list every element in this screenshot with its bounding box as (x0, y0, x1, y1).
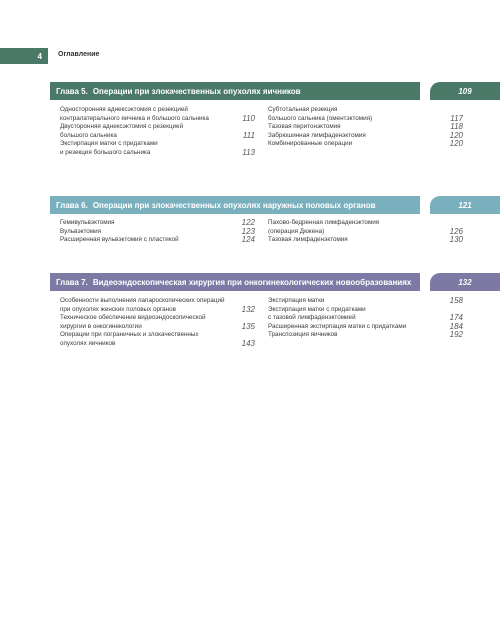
toc-entry[interactable] (60, 140, 255, 157)
toc-entry-title: Тазовая лимфаденэктомия (268, 236, 348, 244)
page-number-tab (0, 48, 48, 64)
toc-entry-page: 132 (241, 304, 255, 314)
toc-column-right (268, 297, 463, 340)
chapter-page-number: 121 (430, 196, 500, 214)
toc-entry-title: Гемивульвэктомия (60, 219, 115, 226)
toc-entry[interactable] (268, 219, 463, 236)
toc-entry-page: 130 (449, 235, 463, 245)
toc-entry-page: 122 (241, 218, 255, 227)
toc-entry-title: Расширенная экстирпация матки с придатками (268, 322, 407, 330)
toc-entry[interactable] (268, 297, 463, 306)
toc-entry[interactable] (268, 236, 463, 245)
toc-entry-title: Вульвэктомия (60, 227, 102, 235)
toc-entry-page: 126 (449, 226, 463, 236)
toc-entry-title: Расширенная вульвэктомия с пластикой (60, 236, 179, 244)
toc-entry[interactable] (268, 306, 463, 323)
toc-entry[interactable] (60, 236, 255, 245)
chapter-label: Глава 6. (56, 200, 88, 210)
toc-entry-page: 135 (241, 321, 255, 331)
toc-entry-page: 110 (242, 113, 255, 123)
chapter-label: Глава 5. (56, 86, 88, 96)
toc-entry-title: Экстирпация матки с придатками с тазовой лимфаденэктомией (268, 305, 366, 322)
chapter-header[interactable] (0, 82, 500, 100)
chapter-page-number: 132 (430, 273, 500, 291)
toc-entry-title: Односторонняя аднексэктомия с резекцией контралатерального яичника и большого сальника (60, 106, 209, 122)
chapter-title: Операции при злокачественных опухолях наружных половых органов (92, 200, 376, 210)
chapter-label: Глава 7. (56, 277, 88, 287)
chapter-title-bar (50, 82, 420, 100)
toc-entry[interactable] (60, 314, 255, 331)
toc-entry[interactable] (268, 323, 463, 332)
chapter-title: Видеоэндоскопическая хирургия при онкогинекологических новообразованиях (92, 277, 412, 287)
toc-entry-page: 192 (449, 330, 463, 340)
toc-column-left (60, 297, 255, 349)
toc-entry-title: Экстирпация матки с придатками и резекция большого сальника (60, 140, 158, 156)
toc-column-left (60, 219, 255, 245)
toc-entry[interactable] (60, 297, 255, 314)
toc-entry-title: Техническое обеспечение видеоэндоскопической хирургии в онкогинекологии (60, 314, 206, 330)
toc-entry-page: 123 (241, 226, 255, 236)
toc-entry-title: Транспозиция яичников (268, 331, 338, 339)
chapter-header[interactable] (0, 273, 500, 291)
toc-entry-title: Экстирпация матки (268, 297, 325, 304)
toc-entry[interactable] (268, 123, 463, 132)
toc-entry-page: 143 (241, 338, 255, 348)
toc-entry[interactable] (60, 228, 255, 237)
toc-entry-page: 117 (450, 113, 463, 123)
toc-entry-page: 111 (242, 130, 255, 140)
chapter-title: Операции при злокачественных опухолях яичников (92, 86, 301, 96)
toc-entry-page: 118 (450, 122, 463, 132)
chapter-title-bar (50, 196, 420, 214)
chapter-page-number: 109 (430, 82, 500, 100)
toc-entry[interactable] (60, 331, 255, 348)
toc-column-right (268, 219, 463, 245)
toc-entry-title: Забрюшинная лимфаденэктомия (268, 131, 366, 139)
toc-column-left (60, 106, 255, 158)
toc-entry-title: Двусторонняя аднексэктомия с резекцией большого сальника (60, 123, 184, 139)
toc-entry-page: 113 (242, 147, 255, 157)
toc-entry-title: Тазовая перитонэктомия (268, 123, 341, 131)
toc-entry[interactable] (60, 123, 255, 140)
toc-entry-title: Особенности выполнения лапароскопических операций при опухолях женских половых органов (60, 297, 225, 313)
toc-entry-title: Операции при пограничных и злокачественных опухолях яичников (60, 331, 199, 347)
header-title: Оглавление (58, 51, 100, 58)
toc-entry-page: 120 (449, 139, 463, 149)
toc-entry-title: Пахово-бедренная лимфаденэктомия (операция Дюкена) (268, 219, 380, 235)
toc-entry[interactable] (60, 106, 255, 123)
toc-entry-page: 174 (449, 313, 463, 323)
toc-entry[interactable] (268, 331, 463, 340)
toc-entry-page: 124 (241, 235, 255, 245)
toc-entry-page: 158 (449, 296, 463, 305)
chapter-header[interactable] (0, 196, 500, 214)
toc-entry-page: 184 (449, 321, 463, 331)
toc-entry-page: 120 (449, 130, 463, 140)
toc-entry[interactable] (60, 219, 255, 228)
toc-entry-title: Комбинированные операции (268, 140, 353, 148)
toc-entry[interactable] (268, 106, 463, 123)
toc-entry[interactable] (268, 140, 463, 149)
page-number: 4 (37, 51, 42, 61)
toc-entry-title: Субтотальная резекция большого сальника (оментэктомия) (268, 106, 373, 122)
chapter-title-bar (50, 273, 420, 291)
toc-column-right (268, 106, 463, 149)
